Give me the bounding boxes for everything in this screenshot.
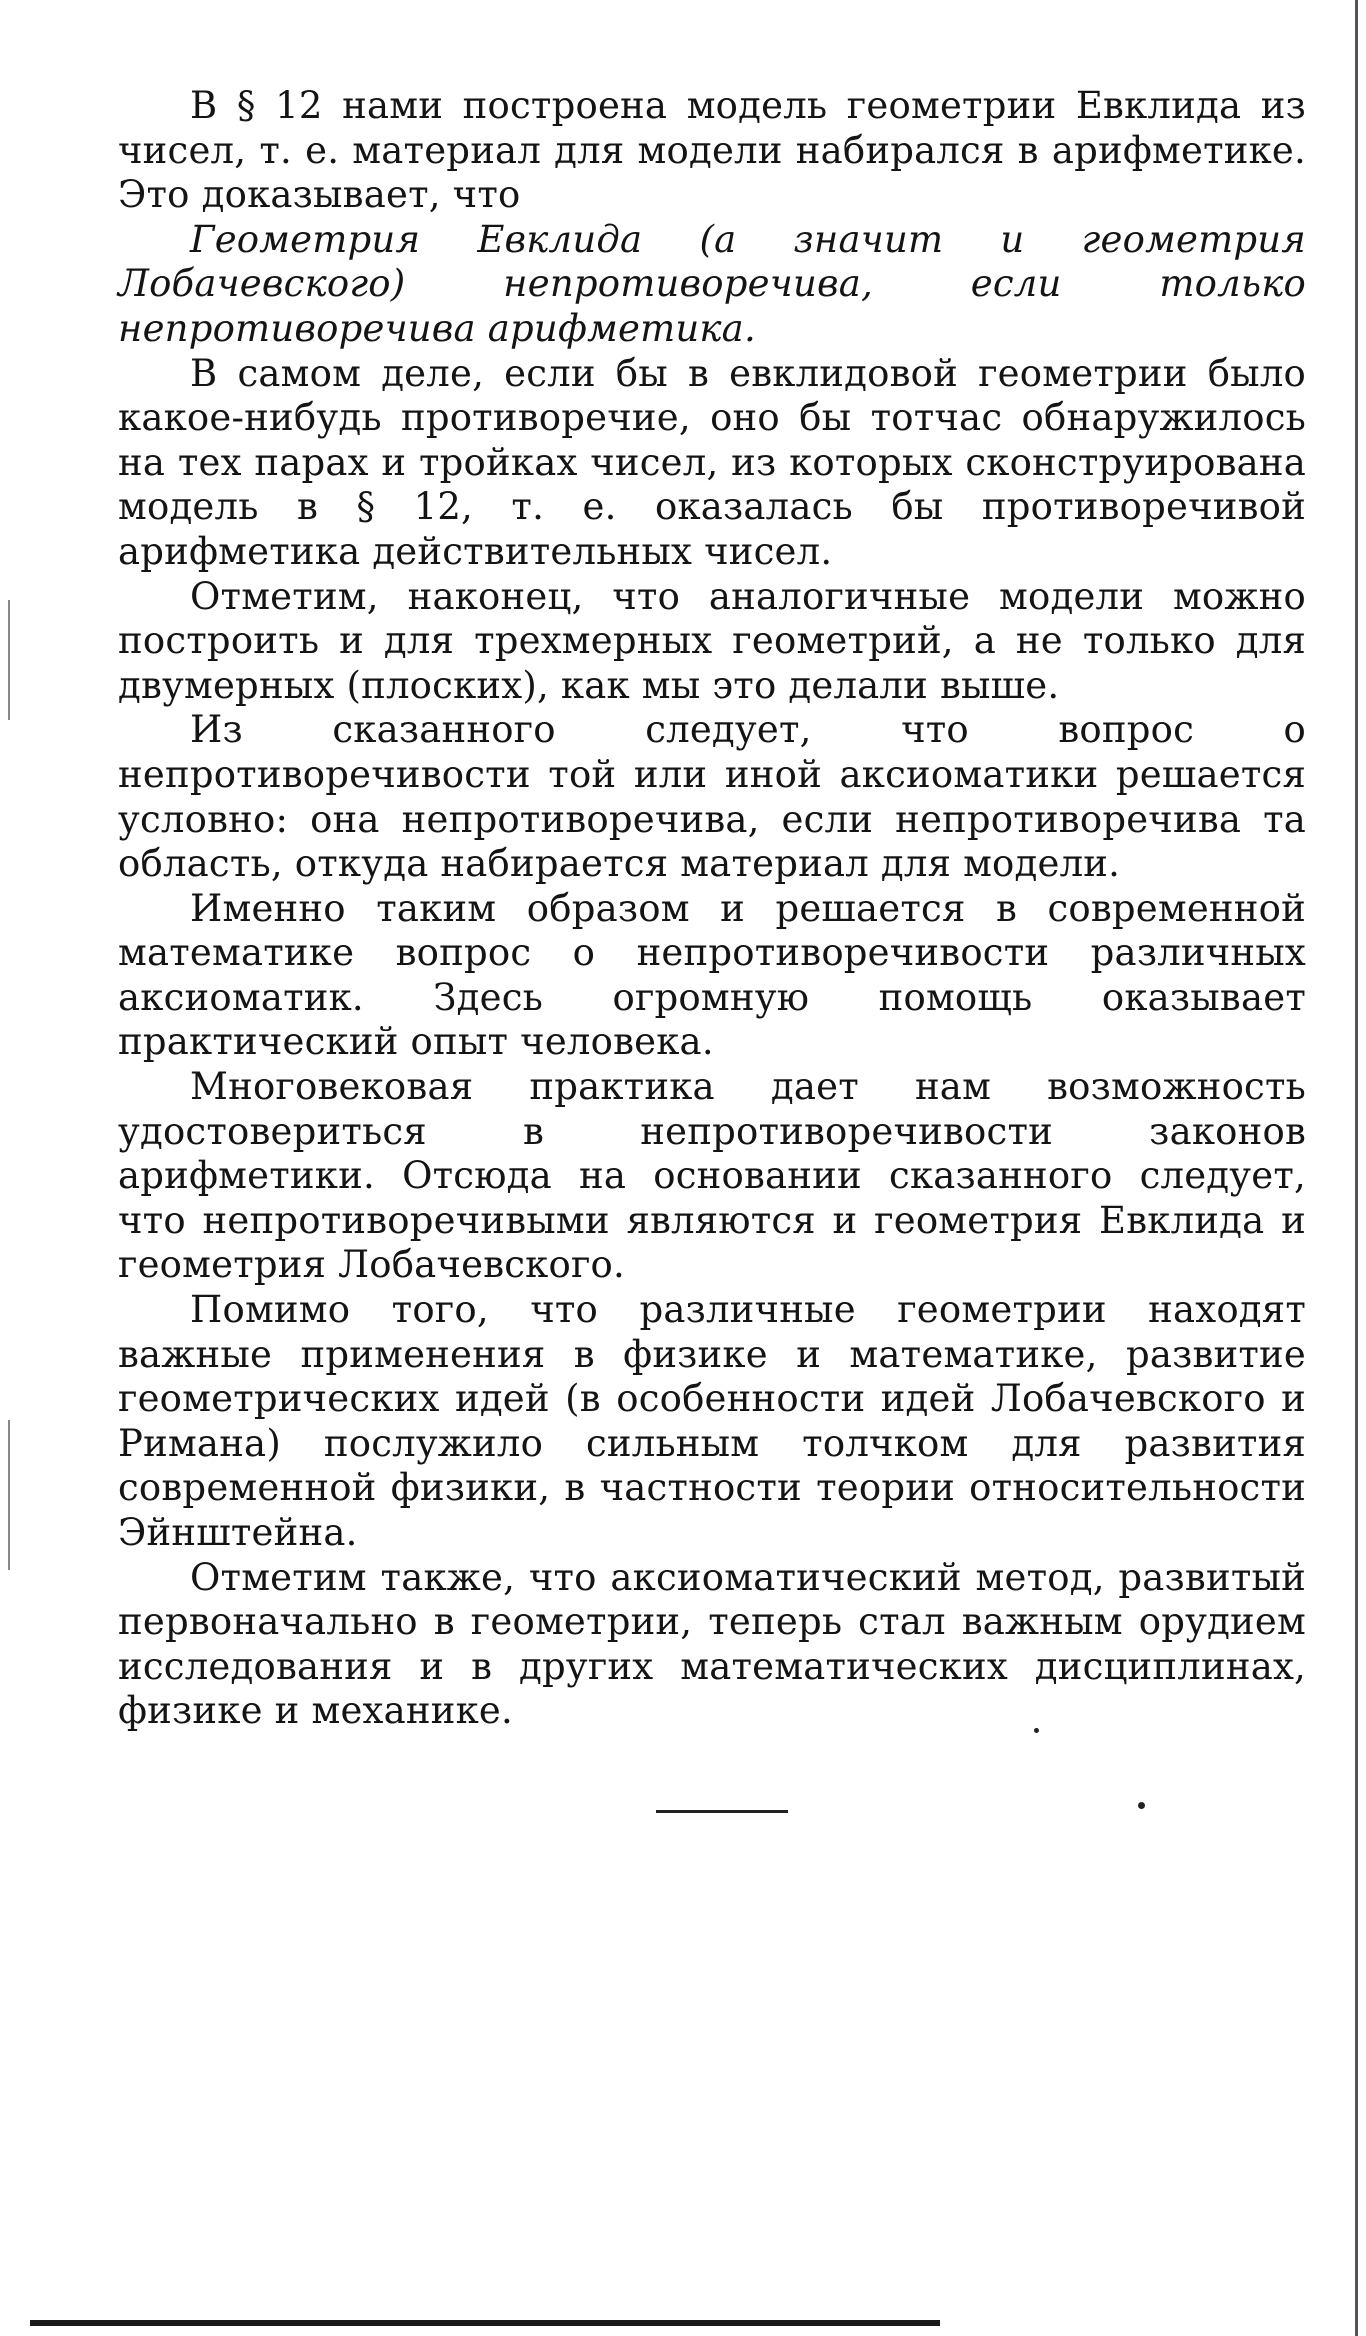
paragraph-3: В самом деле, если бы в евклидовой геометрии было какое-нибудь противоречие, оно бы тотчас обнаружилось на тех парах и тройках чисел, из которых сконструирована модель в § 12, т. е. оказалась бы противоречивой арифметика действительных чисел. <box>118 351 1306 573</box>
paragraph-4: Отметим, наконец, что аналогичные модели можно построить и для трехмерных геометрий, а не только для двумерных (плоских), как мы это делали выше. <box>118 574 1306 707</box>
paragraph-9: Отметим также, что аксиоматический метод, развитый первоначально в геометрии, теперь стал важным орудием исследования и в других математических дисциплинах, физике и механике. <box>118 1555 1306 1733</box>
scan-margin-line <box>8 1420 10 1570</box>
scan-margin-line <box>1355 0 1358 2336</box>
scan-speck <box>1138 1802 1145 1809</box>
paragraph-8: Помимо того, что различные геометрии находят важные применения в физике и математике, развитие геометрических идей (в особенности идей Лобачевского и Римана) послужило сильным толчком для развития современной физики, в частности теории относительности Эйнштейна. <box>118 1288 1306 1554</box>
paragraph-5: Из сказанного следует, что вопрос о непротиворечивости той или иной аксиоматики решается условно: она непротиворечива, если непротиворечива та область, откуда набирается материал для модели. <box>118 708 1306 886</box>
paragraph-6: Именно таким образом и решается в современной математике вопрос о непротиворечивости различных аксиоматик. Здесь огромную помощь оказывает практический опыт человека. <box>118 886 1306 1064</box>
scan-speck <box>1034 1728 1039 1733</box>
paragraph-7: Многовековая практика дает нам возможность удостовериться в непротиворечивости законов арифметики. Отсюда на основании сказанного следует, что непротиворечивыми являются и геометрия Евклида и геометрия Лобачевского. <box>118 1065 1306 1287</box>
section-end-rule <box>656 1810 788 1813</box>
paragraph-2-theorem: Геометрия Евклида (а значит и геометрия Лобачевского) непротиворечива, если только непротиворечива арифметика. <box>118 217 1306 350</box>
page-text <box>118 84 1306 1734</box>
scan-margin-line <box>8 600 10 720</box>
scan-bottom-edge <box>30 2320 940 2326</box>
paragraph-1: В § 12 нами построена модель геометрии Евклида из чисел, т. е. материал для модели набирался в арифметике. Это доказывает, что <box>118 84 1306 217</box>
